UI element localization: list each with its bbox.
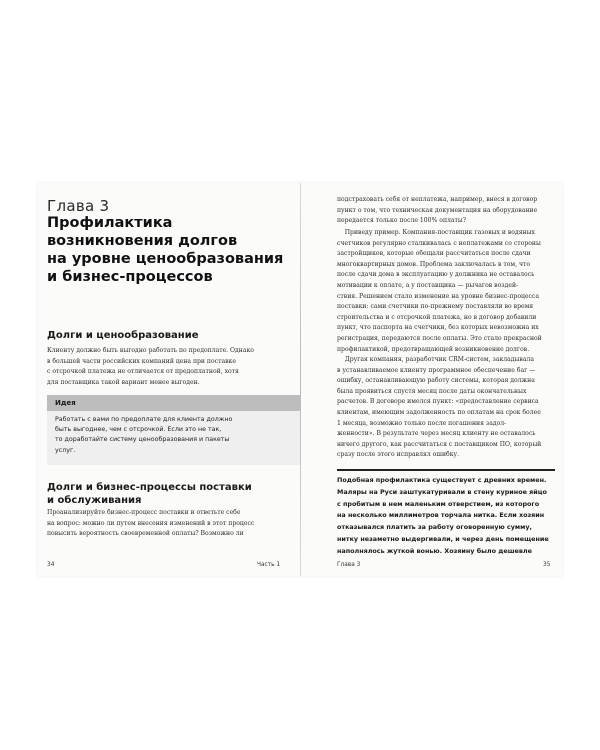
text-line: для поставщика такой вариант менее выгоден. [47, 378, 200, 386]
body-paragraph [337, 355, 555, 461]
running-footer-part: Часть 1 [257, 562, 281, 568]
chapter-title-line: возникновения долгов [47, 233, 238, 249]
section-heading-processes [47, 482, 252, 507]
text-line: клиентам, имеющим задолженность по оплатам на срок более [337, 408, 541, 416]
text-line: пункт о том, что техническая документация на оборудование [337, 206, 538, 214]
chapter-label: Глава 3 [47, 197, 110, 215]
chapter-title [47, 214, 297, 286]
text-line: в устанавливаемое клиенту программное обеспечение баг — [337, 366, 536, 374]
text-line: передается только после 100% оплаты? [337, 217, 467, 225]
chapter-title-line: Профилактика [47, 215, 173, 231]
idea-body [47, 411, 301, 465]
text-line: пункт, что паспорта на счетчики, без которых невозможна их [337, 324, 539, 332]
page-number: 35 [543, 562, 551, 568]
idea-heading: Идея [47, 395, 301, 411]
page-number: 34 [47, 562, 55, 568]
section-paragraph-processes [47, 508, 301, 540]
text-line: услуг. [55, 446, 76, 454]
heading-line: Долги и бизнес-процессы поставки [47, 482, 252, 493]
text-line: с пробитым в нем маленьким отверстием, из которого [337, 499, 540, 508]
book-gutter [300, 183, 301, 576]
body-paragraph [337, 195, 555, 227]
text-line: в большей части российских компаний цена при поставке [47, 357, 236, 365]
text-line: профилактикой, предотвращающей возникновение долгов. [337, 345, 530, 353]
text-line: подстраховать себя от неплатежа, например, внеся в договор [337, 196, 538, 203]
text-line: с отсрочкой платежа не отличается от предоплатной, хотя [47, 368, 239, 376]
idea-callout [47, 395, 301, 461]
text-line: быть выгоднее, чем с отсрочкой. Если это не так, [55, 426, 222, 434]
text-line: после сдачи дома в эксплуатацию у должника не оставалось [337, 271, 535, 279]
text-line: Работать с вами по предоплате для клиента должно [55, 416, 233, 423]
text-line: многоквартирных домов. Проблема заключалась в том, что [337, 260, 531, 268]
text-line: женности». В результате через месяц клиенту не оставалось [337, 430, 536, 438]
text-line: Подобная профилактика существует с древних времен. [337, 476, 547, 484]
chapter-title-line: на уровне ценообразования [47, 251, 284, 267]
text-line: на вопрос: можно ли путем внесения изменений в этот процесс [47, 519, 255, 527]
text-line: счетчиков регулярно сталкивалась с неплатежами со стороны [337, 239, 541, 247]
text-line: мотивации к оплате, а у поставщика — рычагов воздей- [337, 281, 519, 289]
text-line: поставки: сами счетчики по-прежнему поставляли во время [337, 303, 534, 311]
text-line: то доработайте систему ценообразования и пакеты [55, 436, 230, 444]
text-line: строительства и с отсрочкой платежа, но в договор добавили [337, 313, 537, 321]
text-line: была проявиться спустя месяц после даты окончательных [337, 387, 527, 395]
text-line: 1 месяца, возможно только после погашения задол- [337, 419, 507, 427]
text-line: Приведу пример. Компания-поставщик газовых и водяных [337, 229, 535, 236]
text-line: нитку незаметно выдергивали, и через день помещение [337, 534, 549, 543]
story-callout [337, 469, 555, 558]
section-paragraph-pricing [47, 346, 301, 388]
text-line: отказывался платить за работу оговоренную сумму, [337, 523, 532, 532]
text-line: повысить вероятность своевременной оплаты? Возможно ли [47, 530, 244, 538]
text-line: расчетов. В договоре имелся пункт: «предоставление сервиса [337, 398, 539, 406]
heading-line: и обслуживания [47, 494, 142, 506]
text-line: Другая компания, разработчик CRM-систем, закладывала [337, 356, 534, 363]
text-line: застройщиков, которые обещали рассчитаться после сдачи [337, 250, 531, 258]
text-line: Маляры на Руси заштукатуривали в стену куриное яйцо [337, 487, 547, 496]
text-line: Проанализируйте бизнес-процесс поставки и ответьте себе [47, 509, 241, 516]
chapter-title-line: и бизнес-процессов [47, 269, 213, 285]
text-line: ствия. Решением стало изменение на уровне бизнес-процесса [337, 292, 539, 300]
section-heading-pricing: Долги и ценообразование [47, 330, 199, 341]
body-paragraph [337, 228, 555, 355]
text-line: наполнялось жуткой вонью. Хозяину было дешевле [337, 546, 532, 555]
text-line: ничего другого, как рассчитаться с поставщиком ПО, который [337, 440, 542, 448]
text-line: регистрация, передаются после оплаты. Это стало прекрасной [337, 334, 542, 342]
text-line: на несколько миллиметров торчала нитка. Если хозяин [337, 511, 545, 520]
running-footer-chapter: Глава 3 [337, 562, 361, 568]
text-line: Клиенту должно быть выгодно работать по предоплате. Однако [47, 347, 254, 354]
text-line: ошибку, останавливающую работу системы, которая должна [337, 377, 535, 385]
text-line: сразу после этого исправлял ошибку. [337, 451, 460, 459]
